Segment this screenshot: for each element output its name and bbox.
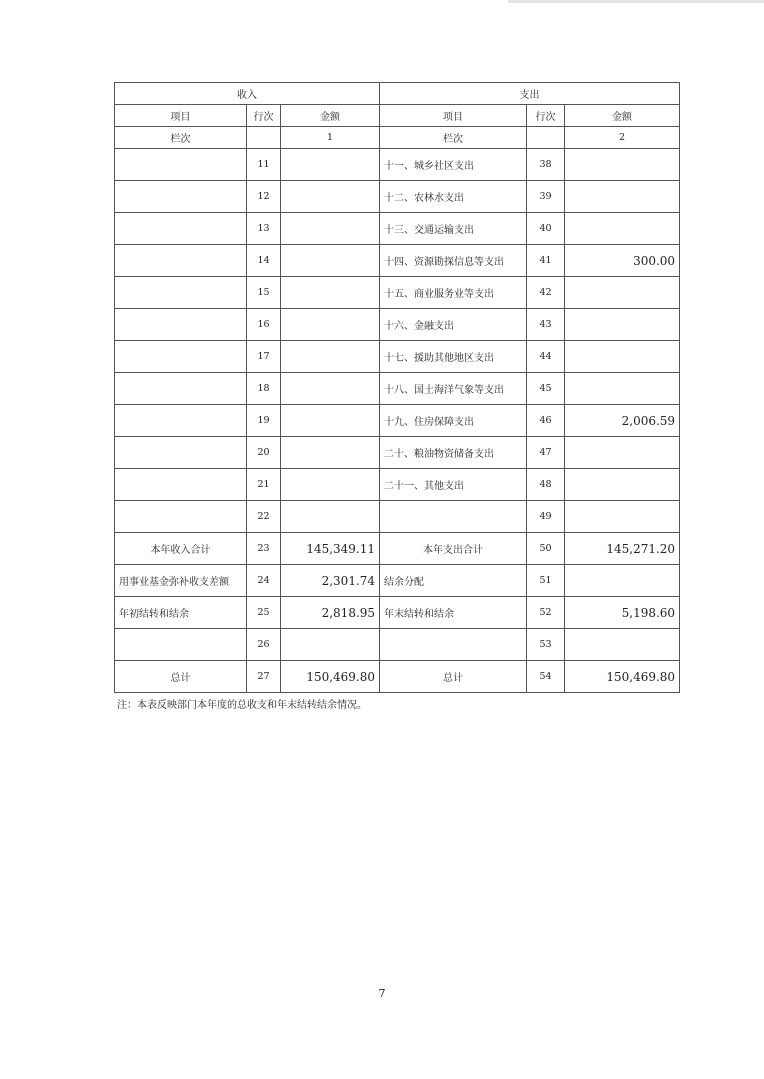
expense-row-no-cell: 43 — [527, 309, 565, 341]
expense-amount-col-header: 金额 — [565, 105, 680, 127]
table-row — [115, 405, 680, 437]
income-row-no-cell: 12 — [247, 181, 281, 213]
expense-item-cell: 十一、城乡社区支出 — [380, 149, 527, 181]
expense-row-no-cell: 52 — [527, 597, 565, 629]
income-item-cell — [115, 501, 247, 533]
table-row — [115, 437, 680, 469]
income-amount-cell — [281, 213, 380, 245]
table-row — [115, 245, 680, 277]
income-expense-table — [114, 82, 680, 693]
expense-amount-cell — [565, 565, 680, 597]
income-row-no-cell: 17 — [247, 341, 281, 373]
income-row-no-cell: 15 — [247, 277, 281, 309]
expense-item-cell — [380, 629, 527, 661]
expense-row-no-cell: 48 — [527, 469, 565, 501]
table-row — [115, 565, 680, 597]
income-row-no-cell: 14 — [247, 245, 281, 277]
expense-item-cell: 十九、住房保障支出 — [380, 405, 527, 437]
expense-item-cell: 二十一、其他支出 — [380, 469, 527, 501]
income-row-no-cell: 25 — [247, 597, 281, 629]
expense-amount-cell — [565, 373, 680, 405]
expense-row-no-cell: 42 — [527, 277, 565, 309]
income-lanci-label: 栏次 — [115, 127, 247, 149]
expense-row-no-cell: 38 — [527, 149, 565, 181]
expense-item-cell: 总计 — [380, 661, 527, 693]
income-row-no-cell: 16 — [247, 309, 281, 341]
expense-row-no-cell: 40 — [527, 213, 565, 245]
table-row — [115, 181, 680, 213]
income-amount-cell — [281, 373, 380, 405]
expense-amount-cell — [565, 437, 680, 469]
table-row — [115, 309, 680, 341]
table-header-row — [115, 83, 680, 105]
expense-amount-cell: 300.00 — [565, 245, 680, 277]
income-amount-cell: 2,301.74 — [281, 565, 380, 597]
income-amount-cell: 2,818.95 — [281, 597, 380, 629]
expense-item-col-header: 项目 — [380, 105, 527, 127]
table-row — [115, 501, 680, 533]
income-row-no-cell: 24 — [247, 565, 281, 597]
income-item-cell: 年初结转和结余 — [115, 597, 247, 629]
income-item-cell — [115, 213, 247, 245]
table-row — [115, 341, 680, 373]
table-row — [115, 149, 680, 181]
expense-item-cell: 十七、援助其他地区支出 — [380, 341, 527, 373]
expense-item-cell: 结余分配 — [380, 565, 527, 597]
expense-amount-cell: 145,271.20 — [565, 533, 680, 565]
expense-item-cell: 十四、资源勘探信息等支出 — [380, 245, 527, 277]
table-footnote: 注：本表反映部门本年度的总收支和年末结转结余情况。 — [117, 700, 367, 711]
column-number-row — [115, 127, 680, 149]
income-row-no-cell: 23 — [247, 533, 281, 565]
income-section-header: 收入 — [115, 83, 380, 105]
expense-amount-cell — [565, 501, 680, 533]
expense-item-cell: 本年支出合计 — [380, 533, 527, 565]
income-item-cell — [115, 437, 247, 469]
income-row-no-cell: 20 — [247, 437, 281, 469]
expense-amount-cell — [565, 213, 680, 245]
income-amount-cell — [281, 277, 380, 309]
expense-row-no-cell: 53 — [527, 629, 565, 661]
expense-row-no-cell: 47 — [527, 437, 565, 469]
income-amount-cell — [281, 469, 380, 501]
income-amount-cell — [281, 309, 380, 341]
expense-amount-cell — [565, 309, 680, 341]
expense-row-no-cell: 51 — [527, 565, 565, 597]
income-item-cell: 本年收入合计 — [115, 533, 247, 565]
expense-item-cell: 十三、交通运输支出 — [380, 213, 527, 245]
expense-row-col-header: 行次 — [527, 105, 565, 127]
income-row-no-cell: 18 — [247, 373, 281, 405]
expense-item-cell — [380, 501, 527, 533]
income-amount-cell — [281, 405, 380, 437]
top-edge-bar — [508, 0, 764, 3]
income-item-cell — [115, 405, 247, 437]
income-amount-cell — [281, 181, 380, 213]
table-row — [115, 277, 680, 309]
income-item-cell — [115, 309, 247, 341]
expense-amount-cell: 150,469.80 — [565, 661, 680, 693]
income-item-cell — [115, 181, 247, 213]
income-row-no-cell: 21 — [247, 469, 281, 501]
expense-row-no-cell: 46 — [527, 405, 565, 437]
expense-section-header: 支出 — [380, 83, 680, 105]
income-row-no-cell: 11 — [247, 149, 281, 181]
income-lanci-blank — [247, 127, 281, 149]
income-item-cell: 总计 — [115, 661, 247, 693]
expense-row-no-cell: 45 — [527, 373, 565, 405]
income-amount-col-header: 金额 — [281, 105, 380, 127]
expense-row-no-cell: 50 — [527, 533, 565, 565]
income-item-cell — [115, 341, 247, 373]
income-item-cell — [115, 629, 247, 661]
expense-item-cell: 十八、国土海洋气象等支出 — [380, 373, 527, 405]
expense-row-no-cell: 44 — [527, 341, 565, 373]
expense-amount-cell: 5,198.60 — [565, 597, 680, 629]
table-row — [115, 213, 680, 245]
expense-lanci-label: 栏次 — [380, 127, 527, 149]
table-row — [115, 661, 680, 693]
expense-amount-cell — [565, 469, 680, 501]
income-row-no-cell: 19 — [247, 405, 281, 437]
income-row-no-cell: 22 — [247, 501, 281, 533]
table-row — [115, 629, 680, 661]
income-amount-cell — [281, 437, 380, 469]
table-row — [115, 533, 680, 565]
table-row — [115, 597, 680, 629]
income-row-col-header: 行次 — [247, 105, 281, 127]
expense-item-cell: 十五、商业服务业等支出 — [380, 277, 527, 309]
table-row — [115, 469, 680, 501]
expense-row-no-cell: 54 — [527, 661, 565, 693]
income-amount-cell — [281, 245, 380, 277]
income-item-cell — [115, 245, 247, 277]
income-item-cell — [115, 469, 247, 501]
income-item-cell — [115, 149, 247, 181]
income-amount-cell: 150,469.80 — [281, 661, 380, 693]
expense-row-no-cell: 41 — [527, 245, 565, 277]
income-amount-cell — [281, 149, 380, 181]
income-row-no-cell: 27 — [247, 661, 281, 693]
expense-row-no-cell: 49 — [527, 501, 565, 533]
expense-col-number: 2 — [565, 127, 680, 149]
expense-amount-cell — [565, 181, 680, 213]
income-item-cell — [115, 373, 247, 405]
income-amount-cell: 145,349.11 — [281, 533, 380, 565]
expense-lanci-blank — [527, 127, 565, 149]
expense-item-cell: 十二、农林水支出 — [380, 181, 527, 213]
expense-row-no-cell: 39 — [527, 181, 565, 213]
column-header-row — [115, 105, 680, 127]
income-amount-cell — [281, 629, 380, 661]
income-col-number: 1 — [281, 127, 380, 149]
expense-amount-cell — [565, 277, 680, 309]
table-row — [115, 373, 680, 405]
expense-amount-cell: 2,006.59 — [565, 405, 680, 437]
expense-item-cell: 十六、金融支出 — [380, 309, 527, 341]
income-item-cell: 用事业基金弥补收支差额 — [115, 565, 247, 597]
expense-amount-cell — [565, 629, 680, 661]
income-amount-cell — [281, 341, 380, 373]
expense-item-cell: 二十、粮油物资储备支出 — [380, 437, 527, 469]
expense-item-cell: 年末结转和结余 — [380, 597, 527, 629]
expense-amount-cell — [565, 149, 680, 181]
income-row-no-cell: 13 — [247, 213, 281, 245]
income-item-col-header: 项目 — [115, 105, 247, 127]
page-number: 7 — [378, 987, 386, 1000]
income-amount-cell — [281, 501, 380, 533]
income-row-no-cell: 26 — [247, 629, 281, 661]
income-item-cell — [115, 277, 247, 309]
expense-amount-cell — [565, 341, 680, 373]
